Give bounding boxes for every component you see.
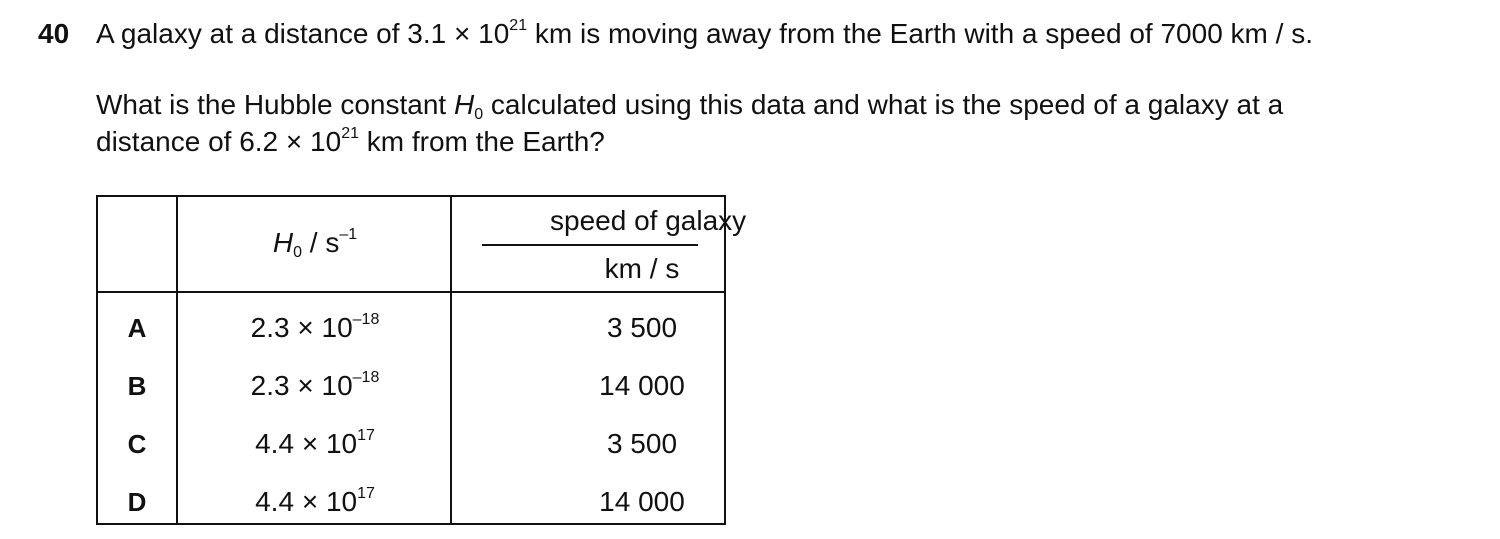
hubble-subscript: 0 bbox=[474, 106, 484, 123]
option-c-speed: 3 500 bbox=[606, 428, 678, 459]
option-letter-c: C bbox=[127, 429, 147, 459]
question-line-2 bbox=[96, 88, 1283, 122]
option-a-h0-mantissa: 2.3 × 10 bbox=[250, 312, 353, 343]
line2-text-pre: What is the Hubble constant bbox=[96, 89, 454, 120]
option-c-h0 bbox=[178, 428, 452, 460]
option-letter-b: B bbox=[127, 371, 147, 401]
question-line-1 bbox=[96, 17, 1313, 51]
option-b-h0-mantissa: 2.3 × 10 bbox=[250, 370, 353, 401]
line3-text-post: km from the Earth? bbox=[358, 126, 605, 157]
answer-table bbox=[96, 195, 747, 525]
header-h0-unit: / s bbox=[302, 227, 340, 258]
question-number: 40 bbox=[38, 18, 70, 49]
header-speed-unit: km / s bbox=[604, 253, 680, 284]
header-speed-fraction-line bbox=[482, 244, 698, 246]
line3-text-pre: distance of 6.2 × 10 bbox=[96, 126, 342, 157]
line2-text-post: calculated using this data and what is the speed of a galaxy at a bbox=[483, 89, 1284, 120]
option-c-h0-mantissa: 4.4 × 10 bbox=[255, 428, 358, 459]
line3-exponent: 21 bbox=[341, 125, 359, 142]
header-h0-exponent: –1 bbox=[339, 226, 358, 243]
line1-text-post: km is moving away from the Earth with a speed of 7000 km / s. bbox=[527, 18, 1313, 49]
header-h0 bbox=[178, 227, 452, 259]
option-a-h0-exponent: –18 bbox=[352, 311, 380, 328]
hubble-symbol: H bbox=[453, 89, 475, 120]
option-d-speed: 14 000 bbox=[599, 486, 685, 517]
option-b-h0 bbox=[178, 370, 452, 402]
option-b-speed: 14 000 bbox=[599, 370, 685, 401]
table-header-divider bbox=[98, 291, 724, 293]
header-speed-label: speed of galaxy bbox=[550, 205, 747, 236]
header-h0-symbol: H bbox=[272, 227, 294, 258]
option-c-h0-exponent: 17 bbox=[357, 427, 375, 444]
option-d-h0-exponent: 17 bbox=[357, 485, 375, 502]
line1-exponent: 21 bbox=[509, 17, 528, 34]
header-h0-subscript: 0 bbox=[293, 244, 302, 261]
option-letter-d: D bbox=[127, 487, 147, 517]
option-a-speed: 3 500 bbox=[606, 312, 678, 343]
option-letter-a: A bbox=[127, 313, 147, 343]
option-a-h0 bbox=[178, 312, 452, 344]
question-line-3 bbox=[96, 125, 605, 159]
option-d-h0 bbox=[178, 486, 452, 518]
line1-text-pre: A galaxy at a distance of 3.1 × 10 bbox=[96, 18, 510, 49]
option-b-h0-exponent: –18 bbox=[352, 369, 380, 386]
option-d-h0-mantissa: 4.4 × 10 bbox=[255, 486, 358, 517]
